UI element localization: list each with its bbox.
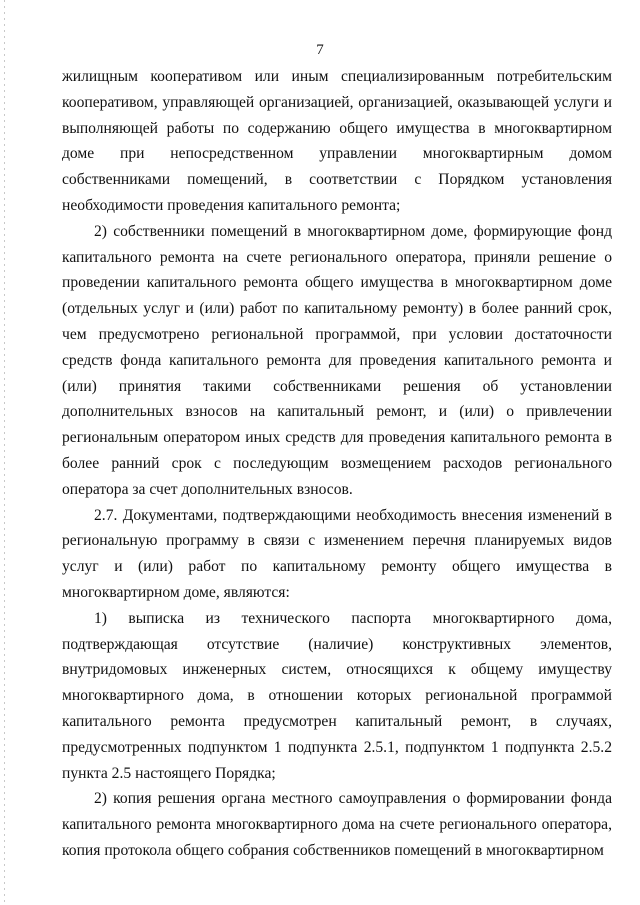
scan-edge-mark <box>4 0 5 905</box>
document-body <box>62 64 612 864</box>
paragraph-continuation: жилищным кооперативом или иным специализированным потребительским кооперативом, управляющей организацией, организацией, оказывающей услуги и выполняющей работы по содержанию общего имущества в многоквартирном доме при непосредственном управлении многоквартирным домом собственниками помещений, в соответствии с Порядком установления необходимости проведения капитального ремонта; <box>62 68 612 214</box>
page-number: 7 <box>316 42 324 58</box>
paragraph-item-1-extract: 1) выписка из технического паспорта многоквартирного дома, подтверждающая отсутствие (наличие) конструктивных элементов, внутридомовых инженерных систем, относящихся к общему имуществу многоквартирного дома, в отношении которых региональной программой капитального ремонта предусмотрен капитальный ремонт, в случаях, предусмотренных подпунктом 1 подпункта 2.5.1, подпунктом 1 подпункта 2.5.2 пункта 2.5 настоящего Порядка; <box>62 609 612 782</box>
paragraph-item-2-decision-copy: 2) копия решения органа местного самоуправления о формировании фонда капитального ремонта многоквартирного дома на счете регионального оператора, копия протокола общего собрания собственников помещений в многоквартирном <box>62 790 612 859</box>
paragraph-2-7-documents: 2.7. Документами, подтверждающими необходимость внесения изменений в региональную программу в связи с изменением перечня планируемых видов услуг и (или) работ по капитальному ремонту общего имущества в многоквартирном доме, являются: <box>62 506 612 601</box>
paragraph-item-2-owners-decision: 2) собственники помещений в многоквартирном доме, формирующие фонд капитального ремонта на счете регионального оператора, приняли решение о проведении капитального ремонта общего имущества в многоквартирном доме (отдельных услуг и (или) работ по капитальному ремонту) в более ранний срок, чем предусмотрено региональной программой, при условии достаточности средств фонда капитального ремонта для проведения капитального ремонта и (или) принятия такими собственниками решения об установлении дополнительных взносов на капитальный ремонт, и (или) о привлечении региональным оператором иных средств для проведения капитального ремонта в более ранний срок с последующим возмещением расходов регионального оператора за счет дополнительных взносов. <box>62 222 612 498</box>
